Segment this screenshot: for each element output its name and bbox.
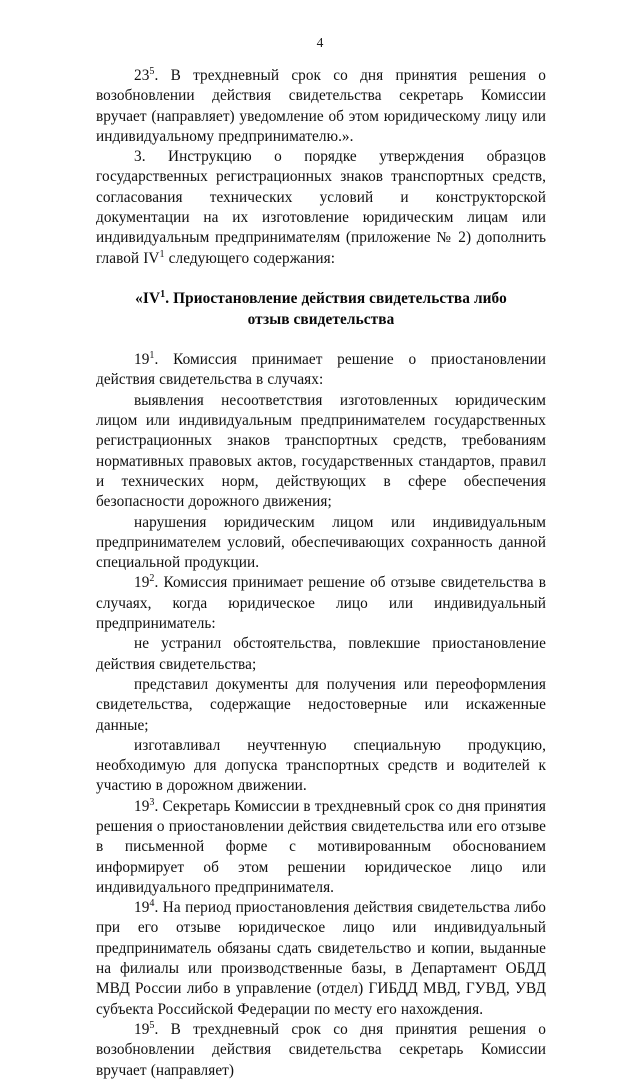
paragraph-number: 19	[134, 1020, 150, 1038]
paragraph-19-1-item-a: выявления несоответствия изготовленных юридическим лицом или индивидуальным предпринимателем государственных регистрационных знаков транспортных средств, требованиям нормативных правовых актов, государственных стандартов, правил и технических норм, действующих в сфере обеспечения безопасности дорожного движения;	[96, 391, 546, 511]
paragraph-text: . Секретарь Комиссии в трехдневный срок со дня принятия решения о приостановлении действия свидетельства или его отзыве в письменной форме с мотивированным обоснованием информирует об этом решении юридическое лицо или индивидуального предпринимателя.	[96, 797, 546, 896]
chapter-heading-line-2: отзыв свидетельства	[247, 310, 395, 328]
paragraph-3	[96, 147, 546, 269]
page-number: 4	[316, 35, 324, 50]
chapter-heading-superscript: 1	[160, 289, 166, 301]
paragraph-number: 19	[134, 574, 150, 592]
paragraph-number-superscript: 3	[149, 796, 155, 808]
paragraph-text: . Комиссия принимает решение о приостановлении действия свидетельства в случаях:	[96, 351, 546, 389]
paragraph-19-5	[96, 1020, 546, 1081]
paragraph-19-4	[96, 898, 546, 1020]
paragraph-number: 23	[134, 67, 150, 84]
paragraph-text: . В трехдневный срок со дня принятия решения о возобновлении действия свидетельства секретарь Комиссии вручает (направляет) уведомление об этом юридическому лицу или индивидуальному предпринимателю.».	[96, 67, 546, 145]
chapter-superscript: 1	[159, 248, 165, 260]
paragraph-text-tail: следующего содержания:	[164, 249, 336, 267]
paragraph-19-3	[96, 797, 546, 898]
paragraph-19-1-item-b: нарушения юридическим лицом или индивидуальным предпринимателем условий, обеспечивающих сохранность данной специальной продукции.	[96, 513, 546, 572]
chapter-heading-prefix: «IV	[135, 290, 161, 308]
paragraph-19-2-item-a: не устранил обстоятельства, повлекшие приостановление действия свидетельства;	[96, 635, 546, 673]
paragraph-number-superscript: 5	[149, 1019, 155, 1031]
chapter-heading-rest: . Приостановление действия свидетельства либо	[165, 290, 507, 308]
paragraph-number: 19	[134, 797, 150, 815]
chapter-heading	[96, 289, 546, 330]
paragraph-text: . Комиссия принимает решение об отзыве свидетельства в случаях, когда юридическое лицо или индивидуальный предприниматель:	[96, 574, 546, 633]
paragraph-text: . На период приостановления действия свидетельства либо при его отзыве юридическое лицо или индивидуальный предприниматель обязаны сдать свидетельство и копии, выданные на филиалы или производственные базы, в Департамент ОБДД МВД России либо в управление (отдел) ГИБДД МВД, ГУВД, УВД субъекта Российской Федерации по месту его нахождения.	[96, 899, 546, 1018]
paragraph-number-superscript: 2	[149, 573, 155, 585]
chapter-heading-line-1	[96, 289, 546, 309]
paragraph-19-2-item-c: изготавливал неучтенную специальную продукцию, необходимую для допуска транспортных средств и водителей к участию в дорожном движении.	[96, 736, 546, 795]
paragraph-number-superscript: 5	[149, 65, 155, 77]
document-body	[96, 66, 546, 1081]
paragraph-text: . Инструкцию о порядке утверждения образцов государственных регистрационных знаков транспортных средств, согласования технических условий и конструкторской документации на их изготовление юридическим лицам или индивидуальным предпринимателям (приложение № 2) дополнить главой IV	[96, 148, 546, 267]
paragraph-number: 3	[134, 148, 142, 166]
paragraph-number: 19	[134, 899, 150, 917]
paragraph-number-superscript: 1	[149, 350, 155, 362]
paragraph-text: . В трехдневный срок со дня принятия решения о возобновлении действия свидетельства секретарь Комиссии вручает (направляет)	[96, 1020, 546, 1079]
paragraph-23-5	[96, 66, 546, 147]
paragraph-19-2-item-b: представил документы для получения или переоформления свидетельства, содержащие недостоверные или искаженные данные;	[96, 675, 546, 734]
paragraph-19-2	[96, 573, 546, 634]
paragraph-19-1	[96, 350, 546, 391]
paragraph-number-superscript: 4	[149, 898, 155, 910]
paragraph-number: 19	[134, 351, 150, 369]
